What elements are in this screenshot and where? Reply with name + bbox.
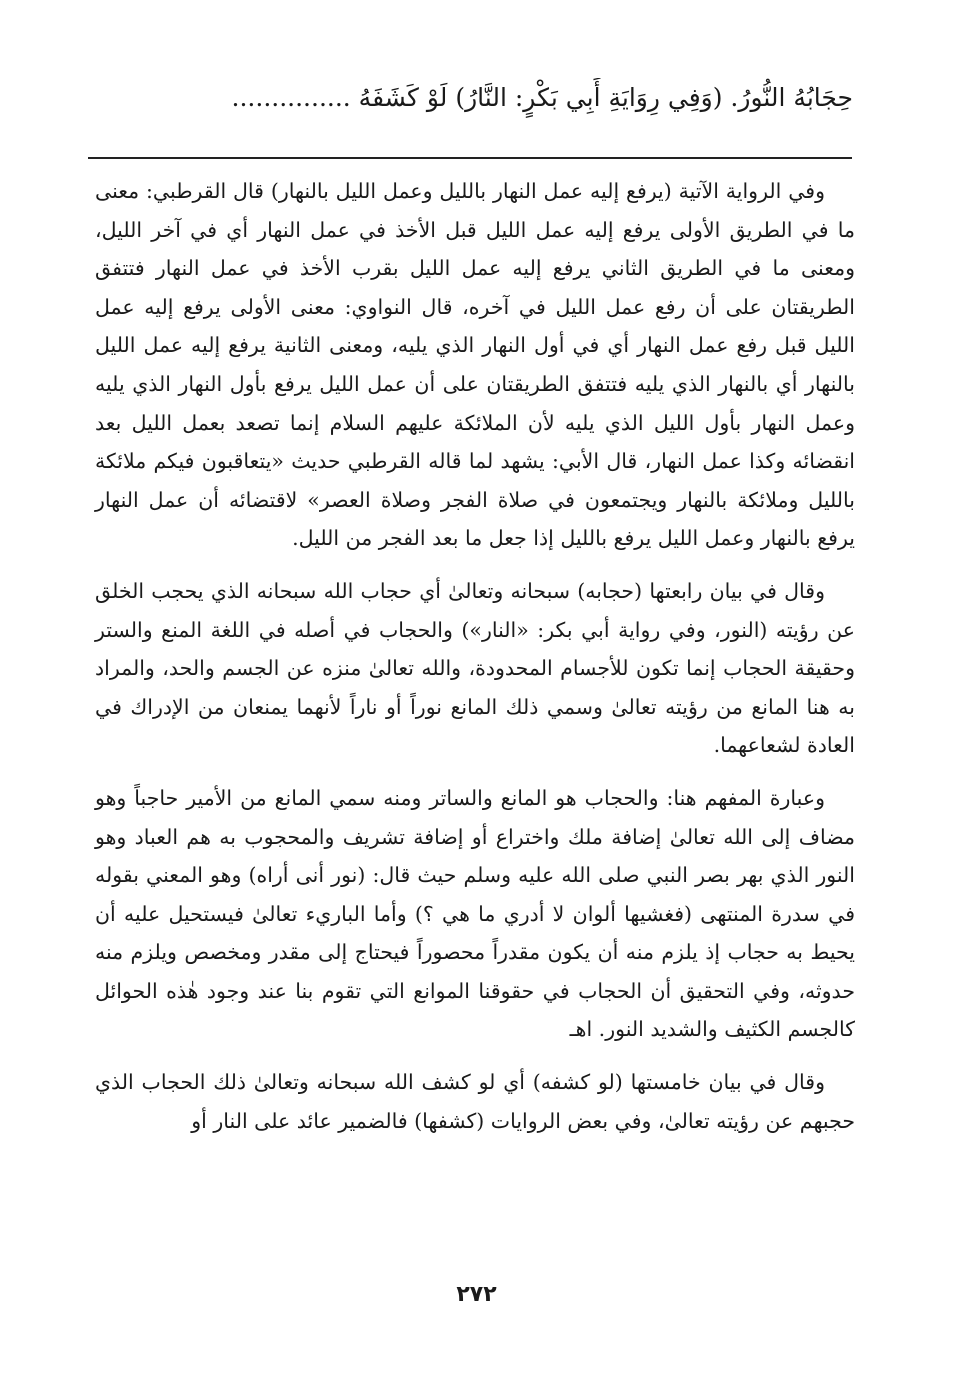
page-number: ٢٧٢ [456,1282,497,1307]
paragraph: وقال في بيان رابعتها (حجابه) سبحانه وتعالىٰ أي حجاب الله سبحانه الذي يحجب الخلق عن رؤيته (النور، وفي رواية أبي بكر: «النار») والحجاب في أصله في اللغة المنع والستر وحقيقة الحجاب إنما تكون للأجسام المحدودة، والله تعالىٰ منزه عن الجسم والحد، والمراد به هنا المانع من رؤيته تعالىٰ وسمي ذلك المانع نوراً أو ناراً لأنهما يمنعان من الإدراك في العادة لشعاعهما. [95,578,855,758]
main-text [95,172,855,1140]
paragraph: وعبارة المفهم هنا: والحجاب هو المانع والساتر ومنه سمي المانع من الأمير حاجباً وهو مضاف إلى الله تعالىٰ إضافة ملك واختراع أو إضافة تشريف والمحجوب به هم العباد وهو النور الذي بهر بصر النبي صلى الله عليه وسلم حيث قال: (نور أنى أراه) وهو المعني بقوله في سدرة المنتهى (فغشيها ألوان لا أدري ما هي ؟) وأما الباريء تعالىٰ فيستحيل عليه أن يحيط به حجاب إذ يلزم منه أن يكون مقدراً محصوراً فيحتاج إلى مقدر ومخصص ويلزم منه حدوثه، وفي التحقيق أن الحجاب في حقوقنا الموانع التي تقوم بنا عند وجود هٰذه الحوائل كالجسم الكثيف والشديد النور. اهـ [95,785,855,1042]
paragraph: وفي الرواية الآتية (يرفع إليه عمل النهار بالليل وعمل الليل بالنهار) قال القرطبي: معنى ما في الطريق الأولى يرفع إليه عمل الليل قبل الأخذ في عمل النهار أي في آخر الليل، ومعنى ما في الطريق الثاني يرفع إليه عمل الليل بقرب الأخذ في عمل النهار فتتفق الطريقتان على أن رفع عمل الليل في آخره، قال النواوي: معنى الأولى يرفع إليه عمل الليل قبل رفع عمل النهار أي في أول النهار الذي يليه، ومعنى الثانية يرفع إليه عمل الليل بالنهار أي بالنهار الذي يليه فتتفق الطريقتان على أن عمل الليل يرفع بأول النهار الذي يليه وعمل النهار بأول الليل الذي يليه لأن الملائكة عليهم السلام إنما تصعد بعمل الليل بعد انقضائه وكذا عمل النهار، قال الأبي: يشهد لما قاله القرطبي حديث «يتعاقبون فيكم ملائكة بالليل وملائكة بالنهار ويجتمعون في صلاة الفجر وصلاة العصر» لاقتضائه أن عمل النهار يرفع بالنهار وعمل الليل يرفع بالليل إذا جعل ما بعد الفجر من الليل. [95,179,855,551]
paragraph: وقال في بيان خامستها (لو كشفه) أي لو كشف الله سبحانه وتعالىٰ ذلك الحجاب الذي حجبهم عن رؤيته تعالىٰ، وفي بعض الروايات (كشفها) فالضمير عائد على النار أو [95,1070,855,1133]
running-header: حِجَابُهُ النُّورُ. (وَفِي رِوَايَةِ أَبِي بَكْرٍ: النَّارُ) لَوْ كَشَفَهُ ............... [231,83,853,112]
header-divider [88,157,852,159]
